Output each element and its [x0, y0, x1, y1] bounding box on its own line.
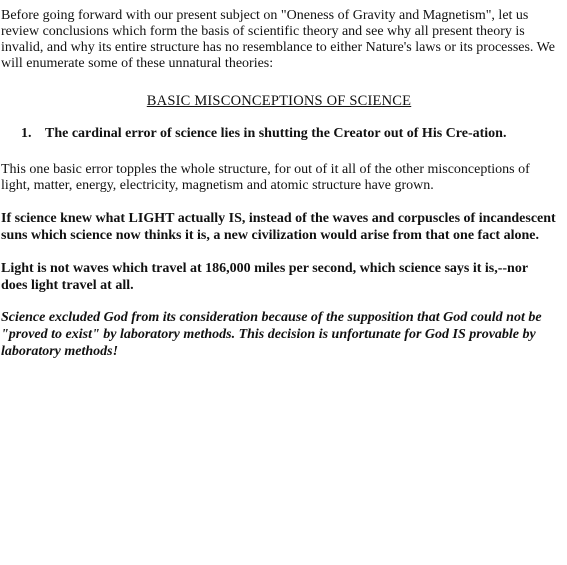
- intro-paragraph: Before going forward with our present subject on "Oneness of Gravity and Magnetism", let us review conclusions which form the basis of scientific theory and see why all present theory is invalid, and why its entire structure has no resemblance to either Nature's laws or its processes. We will enumerate some of these unnatural theories:: [1, 8, 555, 71]
- list-item: [1, 125, 557, 143]
- paragraph-structure: This one basic error topples the whole structure, for out of it all of the other misconceptions of light, matter, energy, electricity, magnetism and atomic structure have grown.: [1, 162, 530, 193]
- paragraph-light: If science knew what LIGHT actually IS, instead of the waves and corpuscles of incandescent suns which science now thinks it is, a new civilization would arise from that one fact alone.: [1, 211, 556, 243]
- list-item-text: The cardinal error of science lies in shutting the Creator out of His Cre-ation.: [45, 126, 507, 141]
- paragraph-waves: Light is not waves which travel at 186,000 miles per second, which science says it is,--nor does light travel at all.: [1, 261, 528, 293]
- section-heading: BASIC MISCONCEPTIONS OF SCIENCE: [146, 93, 412, 109]
- paragraph-god: Science excluded God from its consideration because of the supposition that God could not be "proved to exist" by laboratory methods. This decision is unfortunate for God IS provable by laboratory methods!: [1, 310, 542, 359]
- list-item-number: 1.: [21, 126, 32, 141]
